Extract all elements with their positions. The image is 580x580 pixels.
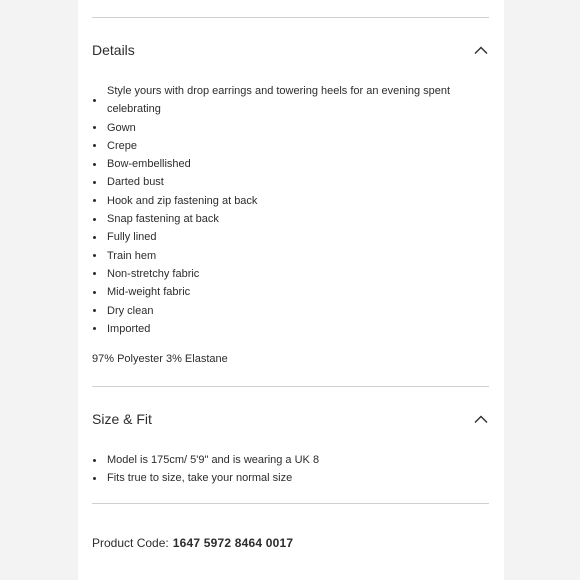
bullet-icon	[93, 181, 96, 184]
list-item: Train hem	[92, 247, 472, 265]
product-code-value: 1647 5972 8464 0017	[172, 536, 294, 550]
list-item: Gown	[92, 119, 472, 137]
list-item: Crepe	[92, 137, 472, 155]
list-item: Imported	[92, 320, 472, 338]
product-code-label: Product Code:	[92, 536, 169, 550]
list-item: Non-stretchy fabric	[92, 265, 472, 283]
size-fit-accordion-header[interactable]	[92, 404, 489, 434]
list-item: Fits true to size, take your normal size	[92, 469, 472, 487]
chevron-up-icon[interactable]	[473, 414, 489, 424]
product-code	[92, 536, 293, 550]
list-item: Bow-embellished	[92, 155, 472, 173]
divider-details	[92, 386, 489, 387]
divider-size-fit	[92, 503, 489, 504]
bullet-icon	[93, 291, 96, 294]
bullet-icon	[93, 309, 96, 312]
bullet-icon	[93, 163, 96, 166]
list-item: Darted bust	[92, 173, 472, 191]
bullet-icon	[93, 327, 96, 330]
bullet-icon	[93, 99, 96, 102]
bullet-icon	[93, 459, 96, 462]
bullet-icon	[93, 126, 96, 129]
list-item: Hook and zip fastening at back	[92, 192, 472, 210]
bullet-icon	[93, 272, 96, 275]
fabric-composition: 97% Polyester 3% Elastane	[92, 353, 228, 365]
size-fit-title: Size & Fit	[92, 411, 152, 427]
bullet-icon	[93, 199, 96, 202]
details-list	[92, 82, 472, 338]
details-title: Details	[92, 42, 135, 58]
bullet-icon	[93, 477, 96, 480]
list-item: Snap fastening at back	[92, 210, 472, 228]
bullet-icon	[93, 236, 96, 239]
list-item: Model is 175cm/ 5'9" and is wearing a UK 8	[92, 451, 472, 469]
bullet-icon	[93, 144, 96, 147]
bullet-icon	[93, 254, 96, 257]
list-item: Dry clean	[92, 302, 472, 320]
list-item: Style yours with drop earrings and towering heels for an evening spent celebrating	[92, 82, 472, 119]
list-item: Fully lined	[92, 228, 472, 246]
bullet-icon	[93, 218, 96, 221]
chevron-up-icon[interactable]	[473, 45, 489, 55]
divider-top	[92, 17, 489, 18]
details-accordion-header[interactable]	[92, 35, 489, 65]
list-item: Mid-weight fabric	[92, 283, 472, 301]
size-fit-list	[92, 451, 472, 488]
